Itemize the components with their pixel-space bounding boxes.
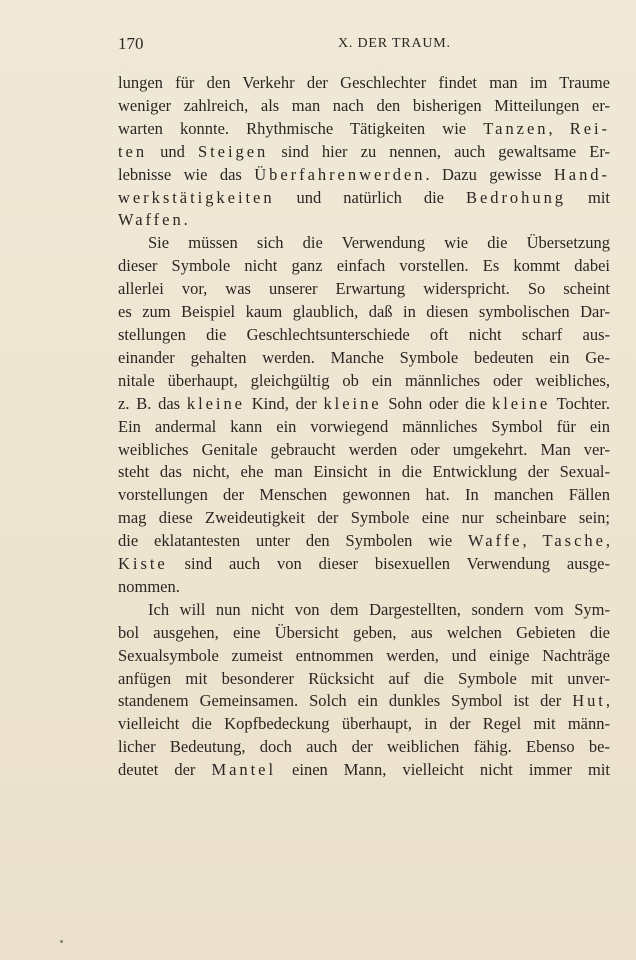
text-segment: vorstellungen der Menschen gewonnen hat. In manchen Fällen <box>118 485 610 505</box>
emphasized-word: Waffen <box>118 210 184 230</box>
emphasized-word: Steigen <box>197 141 269 161</box>
text-line <box>118 232 610 255</box>
text-line <box>118 599 610 622</box>
text-segment: , <box>605 531 610 551</box>
text-line <box>118 301 610 324</box>
text-line <box>118 416 610 439</box>
text-line <box>118 461 610 484</box>
text-line <box>118 278 610 301</box>
text-line <box>118 95 610 118</box>
text-segment: Kind, der <box>244 393 324 413</box>
text-segment: . Dazu gewisse <box>425 164 554 184</box>
text-segment: einander gehalten werden. Manche Symbole bedeuten ein Ge- <box>118 347 610 367</box>
text-segment: Sexualsymbole zumeist entnommen werden, und einige Nachträge <box>118 645 610 665</box>
text-segment: lungen für den Verkehr der Geschlechter findet man im Traume <box>118 73 610 92</box>
text-segment: Tochter. <box>550 393 610 413</box>
text-line <box>118 622 610 645</box>
page-header <box>118 34 608 58</box>
text-segment: deutet der <box>118 760 212 780</box>
text-segment: mit <box>566 187 610 207</box>
text-segment: , <box>548 118 570 138</box>
emphasized-word: werkstätigkeiten <box>118 187 275 207</box>
emphasized-word: Hand- <box>553 164 610 184</box>
text-segment: anfügen mit besonderer Rücksicht auf die Symbole mit unver- <box>118 668 610 688</box>
emphasized-word: Mantel <box>211 760 277 780</box>
page-number: 170 <box>118 34 144 53</box>
body-text <box>118 72 610 782</box>
text-segment: Ein andermal kann ein vorwiegend männliches Symbol für ein <box>118 416 610 436</box>
text-line <box>118 393 610 416</box>
text-segment: mag diese Zweideutigkeit der Symbole eine nur scheinbare sein; <box>118 508 610 528</box>
text-segment: es zum Beispiel kaum glaublich, daß in diesen symbolischen Dar- <box>118 302 610 322</box>
text-segment: sind hier zu nennen, auch gewaltsame Er- <box>268 141 610 161</box>
text-line <box>118 164 610 187</box>
text-segment: sind auch von dieser bisexuellen Verwendung ausge- <box>167 554 610 574</box>
running-head: X. DER TRAUM. <box>338 36 451 51</box>
text-segment: vielleicht die Kopfbedeckung überhaupt, in der Regel mit männ- <box>118 714 610 734</box>
text-segment: warten konnte. Rhythmische Tätigkeiten wie <box>118 118 484 138</box>
emphasized-word: Tanzen <box>483 118 549 138</box>
emphasized-word: Rei- <box>569 118 611 138</box>
emphasized-word: Hut <box>572 691 606 711</box>
text-segment: weibliches Genitale gebraucht werden oder umgekehrt. Man ver- <box>118 439 610 459</box>
text-segment: licher Bedeutung, doch auch der weiblichen fähig. Ebenso be- <box>118 737 610 757</box>
text-line <box>118 736 610 759</box>
text-segment: , <box>605 691 610 711</box>
text-line <box>118 187 610 210</box>
emphasized-word: Kiste <box>118 554 168 574</box>
emphasized-word: Tasche <box>542 531 606 551</box>
text-line <box>118 645 610 668</box>
text-line <box>118 347 610 370</box>
text-line <box>118 553 610 576</box>
text-segment: nommen. <box>118 576 180 596</box>
text-segment: standenem Gemeinsamen. Solch ein dunkles Symbol ist der <box>118 691 573 711</box>
emphasized-word: ten <box>118 141 148 161</box>
text-line <box>118 576 610 599</box>
text-segment: steht das nicht, ehe man Einsicht in die Entwicklung der Sexual- <box>118 462 610 482</box>
text-line <box>118 72 610 95</box>
emphasized-word: Waffe <box>468 531 523 551</box>
emphasized-word: Bedrohung <box>465 187 567 207</box>
text-segment: bol ausgehen, eine Übersicht geben, aus welchen Gebieten die <box>118 622 610 642</box>
text-line <box>118 209 610 232</box>
text-line <box>118 324 610 347</box>
text-segment: Sohn oder die <box>381 393 493 413</box>
text-segment: allerlei vor, was unserer Erwartung widerspricht. So scheint <box>118 279 610 299</box>
text-line <box>118 255 610 278</box>
text-segment: , <box>522 531 543 551</box>
emphasized-word: kleine <box>186 393 245 413</box>
text-segment: Sie müssen sich die Verwendung wie die Übersetzung <box>148 233 610 253</box>
text-segment: stellungen die Geschlechtsunterschiede oft nicht scharf aus- <box>118 324 610 344</box>
text-segment: und natürlich die <box>274 187 466 207</box>
text-line <box>118 370 610 393</box>
text-line <box>118 690 610 713</box>
text-line <box>118 141 610 164</box>
text-segment: . <box>183 210 188 230</box>
text-segment: und <box>147 141 198 161</box>
text-line <box>118 484 610 507</box>
text-line <box>118 668 610 691</box>
text-line <box>118 759 610 782</box>
text-line <box>118 507 610 530</box>
paper-speck <box>60 940 63 943</box>
text-segment: die eklatantesten unter den Symbolen wie <box>118 531 469 551</box>
text-segment: Ich will nun nicht von dem Dargestellten, sondern vom Sym- <box>148 599 610 619</box>
text-segment: dieser Symbole nicht ganz einfach vorstellen. Es kommt dabei <box>118 256 610 276</box>
text-segment: lebnisse wie das <box>118 164 255 184</box>
emphasized-word: Überfahrenwerden <box>254 164 426 184</box>
text-segment: weniger zahlreich, als man nach den bisherigen Mitteilungen er- <box>118 95 610 115</box>
text-segment: einen Mann, vielleicht nicht immer mit <box>276 760 610 780</box>
emphasized-word: kleine <box>492 393 551 413</box>
text-line <box>118 439 610 462</box>
emphasized-word: kleine <box>323 393 382 413</box>
text-line <box>118 530 610 553</box>
text-segment: nitale überhaupt, gleichgültig ob ein männliches oder weibliches, <box>118 370 610 390</box>
text-line <box>118 713 610 736</box>
text-line <box>118 118 610 141</box>
text-segment: z. B. das <box>118 393 187 413</box>
